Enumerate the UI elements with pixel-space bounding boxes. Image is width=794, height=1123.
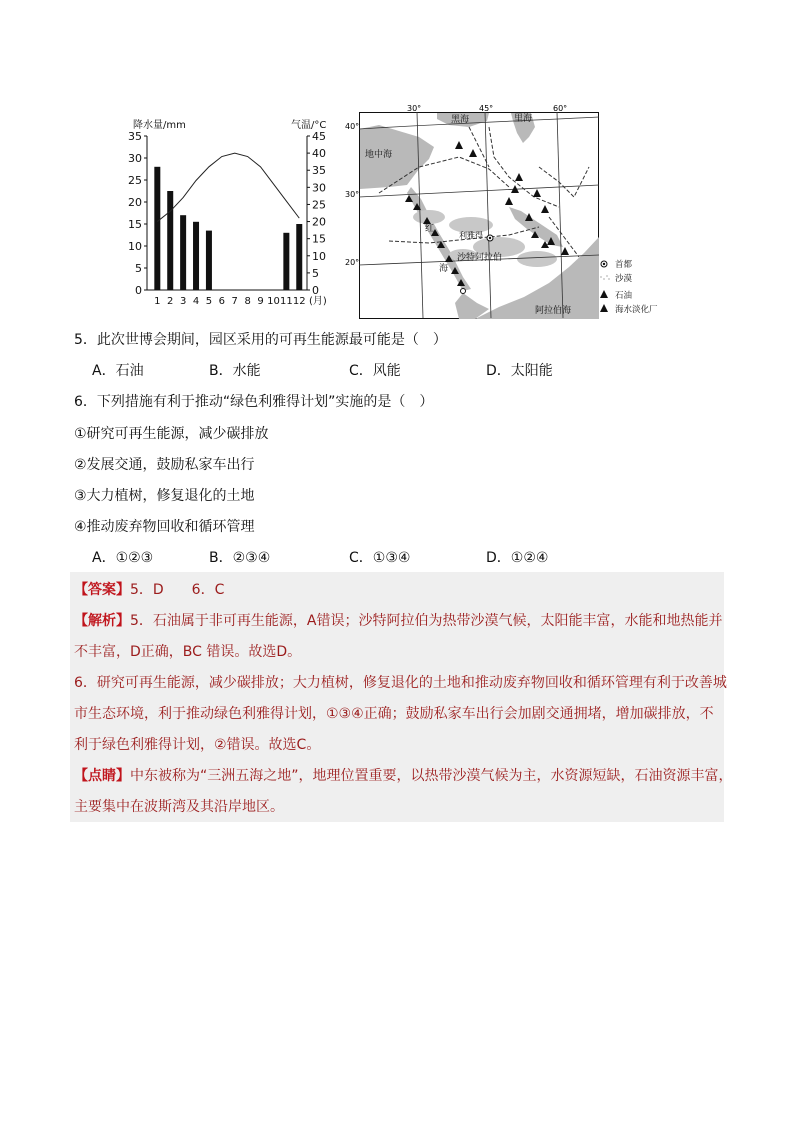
label-arabian-sea: 阿拉伯海 bbox=[535, 306, 572, 316]
temp-tick-label: 35 bbox=[312, 164, 326, 178]
month-label: 12 bbox=[292, 296, 306, 307]
temp-tick-label: 30 bbox=[312, 181, 326, 195]
precip-tick-label: 25 bbox=[128, 174, 142, 187]
lat-label-40: 40° bbox=[345, 122, 360, 131]
month-label: 8 bbox=[244, 296, 251, 307]
label-riyadh: 利雅得 bbox=[459, 231, 483, 240]
q6-option-b: B．②③④ bbox=[209, 550, 271, 566]
question-6-stem: 6．下列措施有利于推动“绿色利雅得计划”实施的是（ ） bbox=[74, 394, 434, 410]
precip-bar bbox=[167, 191, 173, 290]
q6-item-4: ④推动废弃物回收和循环管理 bbox=[74, 519, 255, 535]
precip-bar bbox=[206, 231, 212, 290]
answer-text: 5．D 6．C bbox=[130, 582, 225, 598]
q6-item-2: ②发展交通，鼓励私家车出行 bbox=[74, 457, 255, 473]
label-red-sea-1: 红 bbox=[425, 224, 435, 234]
lon-label-30: 30° bbox=[407, 104, 422, 113]
lat-label-30: 30° bbox=[345, 190, 360, 199]
month-label: 6 bbox=[218, 296, 226, 307]
legend-desert-icon bbox=[600, 275, 610, 280]
note-tag: 【点睛】 bbox=[74, 768, 130, 784]
note-line-2: 主要集中在波斯湾及其沿岸地区。 bbox=[74, 799, 284, 815]
analysis-tag: 【解析】 bbox=[74, 613, 130, 629]
month-label: 5 bbox=[205, 296, 213, 307]
legend-capital-label: 首都 bbox=[615, 260, 633, 270]
label-black-sea: 黑海 bbox=[451, 115, 470, 125]
capital-riyadh-icon bbox=[487, 235, 493, 241]
q5-option-b: B．水能 bbox=[209, 363, 261, 379]
answer-tag: 【答案】 bbox=[74, 582, 130, 598]
note-line-1 bbox=[74, 766, 733, 786]
temp-tick-label: 25 bbox=[312, 198, 326, 212]
q6-option-a: A．①②③ bbox=[92, 550, 154, 566]
precip-tick-label: 5 bbox=[135, 262, 142, 275]
precip-tick-label: 15 bbox=[128, 218, 142, 231]
precip-axis-label: 降水量/mm bbox=[133, 120, 186, 131]
precip-bar bbox=[283, 233, 289, 290]
q5-option-c: C．风能 bbox=[349, 363, 401, 379]
legend-capital-icon bbox=[601, 261, 607, 267]
analysis-line-4: 市生态环境，利于推动绿色利雅得计划，①③④正确；鼓励私家车出行会加剧交通拥堵，增加碳排放，不 bbox=[74, 706, 714, 722]
month-label: 3 bbox=[179, 296, 187, 307]
capital-icon-small bbox=[461, 289, 466, 294]
precip-tick-label: 35 bbox=[128, 130, 142, 143]
temp-tick-label: 15 bbox=[312, 232, 326, 246]
answer-line bbox=[74, 580, 224, 600]
precip-bar bbox=[180, 215, 186, 290]
analysis-text-1: 5．石油属于非可再生能源，A错误；沙特阿拉伯为热带沙漠气候，太阳能丰富，水能和地热能并 bbox=[130, 613, 723, 629]
middle-east-map bbox=[345, 104, 658, 319]
month-label: 4 bbox=[192, 296, 200, 307]
temp-tick-label: 40 bbox=[312, 147, 326, 161]
q6-item-1: ①研究可再生能源，减少碳排放 bbox=[74, 426, 269, 442]
q5-option-d: D．太阳能 bbox=[486, 363, 553, 379]
legend-oil-icon bbox=[600, 290, 608, 298]
label-caspian-sea: 里海 bbox=[514, 114, 533, 124]
note-text-1: 中东被称为“三洲五海之地”，地理位置重要，以热带沙漠气候为主，水资源短缺，石油资源丰富， bbox=[130, 768, 733, 784]
q5-option-a: A．石油 bbox=[92, 363, 144, 379]
legend-oil-label: 石油 bbox=[615, 291, 633, 301]
q6-option-c: C．①③④ bbox=[349, 550, 411, 566]
month-label: 2 bbox=[167, 296, 174, 307]
legend-desalination-icon bbox=[600, 304, 608, 312]
climate-chart bbox=[125, 110, 345, 310]
temp-tick-label: 5 bbox=[312, 266, 319, 280]
label-mediterranean: 地中海 bbox=[365, 150, 393, 160]
temp-tick-label: 20 bbox=[312, 215, 326, 229]
q6-option-d: D．①②④ bbox=[486, 550, 549, 566]
legend-desalination-label: 海水淡化厂 bbox=[615, 305, 658, 315]
month-label: 7 bbox=[231, 296, 238, 307]
temp-tick-label: 45 bbox=[312, 130, 326, 143]
precip-bar bbox=[154, 167, 160, 290]
month-label: 9 bbox=[257, 296, 264, 307]
precip-tick-label: 20 bbox=[128, 196, 142, 209]
precip-tick-label: 0 bbox=[135, 284, 142, 297]
lat-label-20: 20° bbox=[345, 258, 360, 267]
month-label: 10 bbox=[267, 296, 280, 307]
lon-label-45: 45° bbox=[479, 104, 494, 113]
label-saudi-arabia: 沙特阿拉伯 bbox=[457, 253, 503, 263]
label-red-sea-2: 海 bbox=[439, 264, 449, 274]
analysis-line-2: 不丰富，D正确，BC 错误。故选D。 bbox=[74, 644, 302, 660]
x-axis-unit: (月) bbox=[309, 296, 327, 307]
month-label: 11 bbox=[279, 296, 293, 307]
temp-tick-label: 0 bbox=[312, 284, 319, 297]
month-label: 1 bbox=[154, 296, 161, 307]
map-legend bbox=[600, 259, 658, 315]
q6-item-3: ③大力植树，修复退化的土地 bbox=[74, 488, 255, 504]
temperature-curve bbox=[157, 153, 299, 221]
temp-tick-label: 10 bbox=[312, 249, 326, 263]
precip-tick-label: 30 bbox=[128, 152, 142, 165]
precip-bar bbox=[296, 224, 302, 290]
legend-desert-label: 沙漠 bbox=[615, 274, 633, 284]
analysis-line-3: 6．研究可再生能源，减少碳排放；大力植树，修复退化的土地和推动废弃物回收和循环管理有利于改善城 bbox=[74, 675, 727, 691]
precip-bar bbox=[193, 222, 199, 290]
question-5-stem: 5．此次世博会期间，园区采用的可再生能源最可能是（ ） bbox=[74, 332, 447, 348]
analysis-line-1 bbox=[74, 611, 722, 631]
lon-label-60: 60° bbox=[553, 104, 568, 113]
analysis-line-5: 利于绿色利雅得计划，②错误。故选C。 bbox=[74, 737, 321, 753]
precip-tick-label: 10 bbox=[128, 240, 142, 253]
temp-axis-label: 气温/°C bbox=[291, 120, 327, 131]
